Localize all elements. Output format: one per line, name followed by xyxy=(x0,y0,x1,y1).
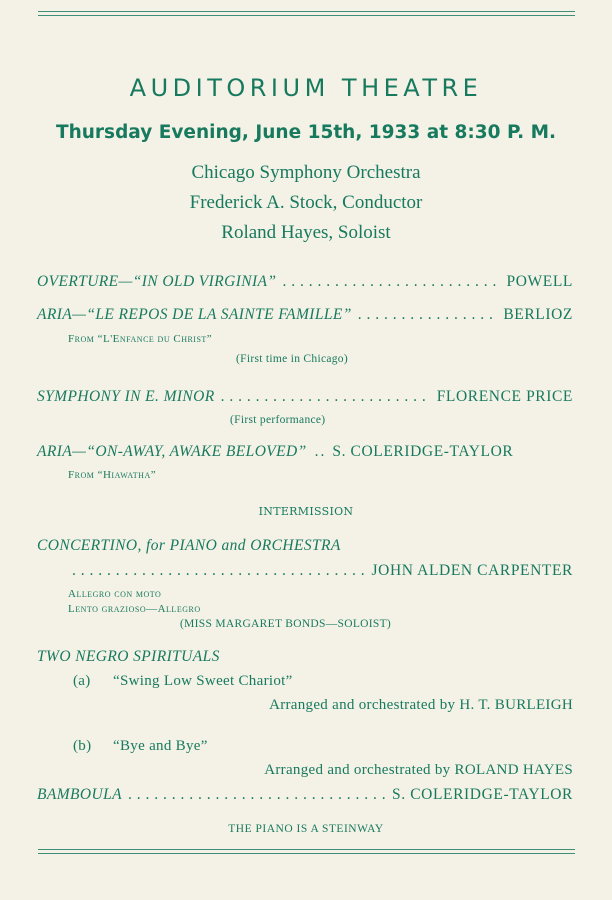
spiritual-a-label: (a) xyxy=(73,673,91,689)
piece-title: SYMPHONY IN E. MINOR xyxy=(37,388,215,405)
program-item-overture xyxy=(37,273,573,295)
piece-title: ARIA—“ON-AWAY, AWAKE BELOVED” xyxy=(37,443,307,460)
venue-title: AUDITORIUM THEATRE xyxy=(129,74,483,102)
bottom-border-rule xyxy=(38,849,575,854)
first-performance-note: (First performance) xyxy=(230,414,326,426)
composer: S. COLERIDGE-TAYLOR xyxy=(332,443,514,460)
concertino-soloist: (MISS MARGARET BONDS—SOLOIST) xyxy=(180,618,392,630)
orchestra-line: Chicago Symphony Orchestra xyxy=(191,162,421,183)
spiritual-b-title: “Bye and Bye” xyxy=(113,738,208,754)
top-border-rule xyxy=(38,11,575,16)
composer: S. COLERIDGE-TAYLOR xyxy=(392,786,573,803)
composer: FLORENCE PRICE xyxy=(436,388,573,405)
movement-2: Lento grazioso—Allegro xyxy=(68,603,201,615)
premiere-note: (First time in Chicago) xyxy=(236,353,348,365)
spiritual-a-title: “Swing Low Sweet Chariot” xyxy=(113,673,293,689)
date-line: Thursday Evening, June 15th, 1933 at 8:30 P. M. xyxy=(55,122,557,143)
program-item-aria-berlioz xyxy=(37,306,573,328)
piece-title: ARIA—“LE REPOS DE LA SAINTE FAMILLE” xyxy=(37,306,352,323)
spiritual-b-arranger: Arranged and orchestrated by ROLAND HAYES xyxy=(264,762,573,778)
intermission-label: INTERMISSION xyxy=(258,505,354,518)
program-item-bamboula xyxy=(37,786,573,808)
piece-title: OVERTURE—“IN OLD VIRGINIA” xyxy=(37,273,277,290)
composer: JOHN ALDEN CARPENTER xyxy=(371,562,573,579)
program-item-spirituals xyxy=(37,648,573,670)
aria-source: From “L'Enfance du Christ” xyxy=(68,333,213,345)
piano-note: THE PIANO IS A STEINWAY xyxy=(228,823,384,835)
program-item-concertino-title xyxy=(37,537,573,559)
piece-title: CONCERTINO, for PIANO and ORCHESTRA xyxy=(37,537,341,554)
composer: POWELL xyxy=(506,273,573,290)
movement-1: Allegro con moto xyxy=(68,588,162,600)
aria-source: From “Hiawatha” xyxy=(68,469,157,481)
soloist-line: Roland Hayes, Soloist xyxy=(221,222,391,243)
piece-title: BAMBOULA xyxy=(37,786,122,803)
program-item-symphony xyxy=(37,388,573,410)
spiritual-b-label: (b) xyxy=(73,738,92,754)
dot-leader xyxy=(128,786,386,804)
composer: BERLIOZ xyxy=(503,306,573,323)
short-dot-leader: .. xyxy=(314,443,327,460)
dot-leader xyxy=(72,562,366,580)
spiritual-a-arranger: Arranged and orchestrated by H. T. BURLEIGH xyxy=(269,697,573,713)
program-item-aria-coleridge xyxy=(37,443,573,465)
dot-leader xyxy=(358,306,498,324)
program-item-concertino-composer xyxy=(72,562,573,584)
piece-title: TWO NEGRO SPIRITUALS xyxy=(37,648,220,665)
dot-leader xyxy=(221,388,431,406)
conductor-line: Frederick A. Stock, Conductor xyxy=(189,192,423,213)
dot-leader xyxy=(282,273,500,291)
